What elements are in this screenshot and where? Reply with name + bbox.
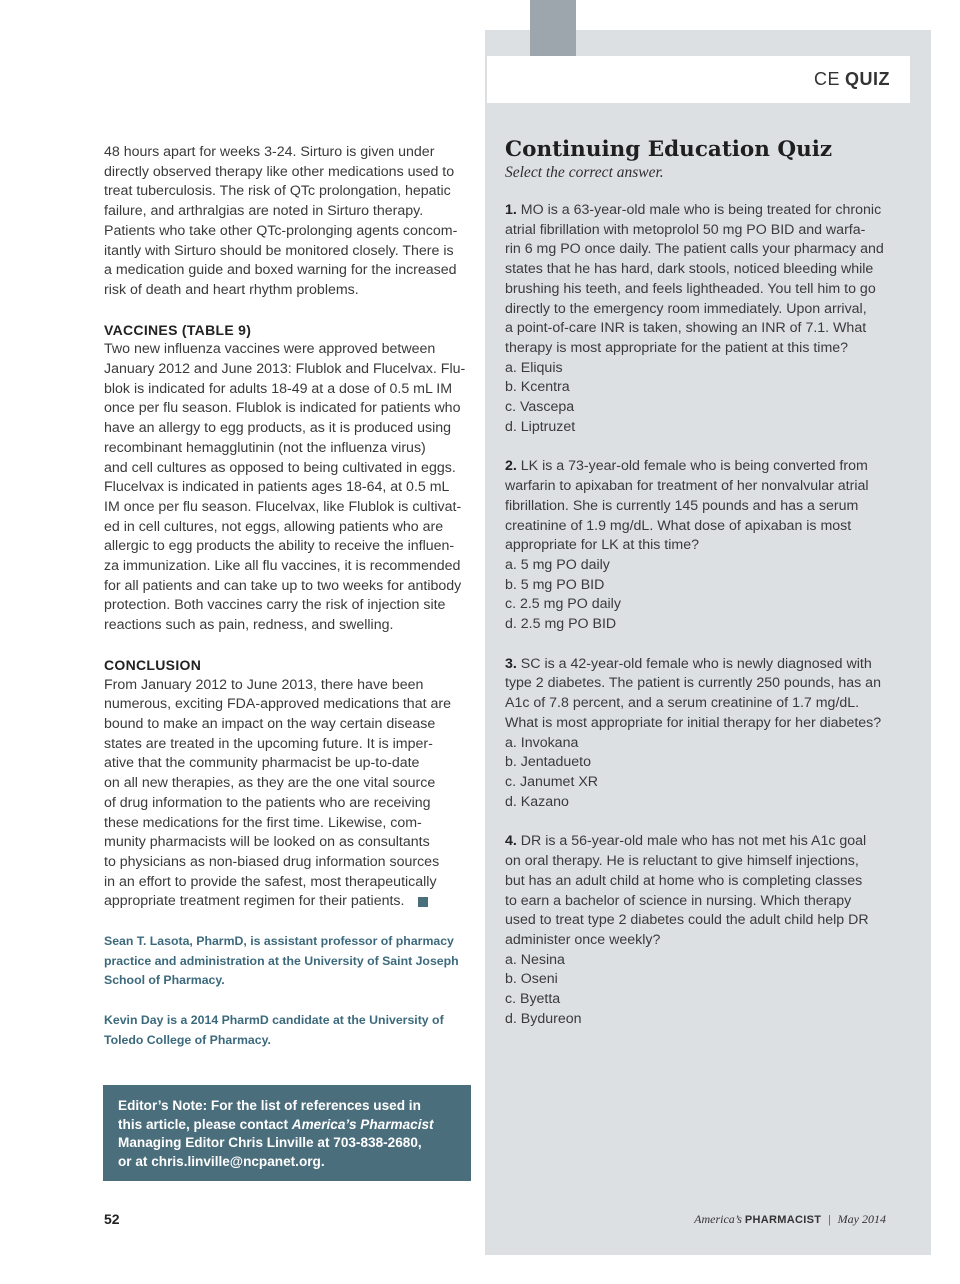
footer-separator: | (828, 1212, 831, 1226)
question-text: LK is a 73-year-old female who is being converted from (520, 458, 868, 475)
question-line: on oral therapy. He is reluctant to give himself injections, (505, 853, 859, 870)
text-line: January 2012 and June 2013: Flublok and Flucelvax. Flu- (104, 361, 466, 378)
question-line: rin 6 mg PO once daily. The patient calls your pharmacy and (505, 241, 884, 258)
text-line: ative that the community pharmacist be up-to-date (104, 755, 420, 772)
bio-line: practice and administration at the University of Saint Joseph (104, 953, 459, 968)
text-line: Flucelvax is indicated in patients ages 18-64, at 0.5 mL (104, 479, 450, 496)
text-line: IM once per flu season. Flucelvax, like Flublok is cultivat- (104, 498, 462, 515)
question-line: therapy is most appropriate for the patient at this time? (505, 339, 849, 356)
text-line: blok is indicated for adults 18-49 at a dose of 0.5 mL IM (104, 380, 453, 397)
text-line: Patients who take other QTc-prolonging agents concom- (104, 222, 458, 239)
bio-line: School of Pharmacy. (104, 973, 225, 988)
text-line: recombinant hemagglutinin (not the influenza virus) (104, 439, 426, 456)
text-line: in an effort to provide the safest, most therapeutically (104, 873, 437, 890)
quiz-title: Continuing Education Quiz (505, 137, 833, 162)
article-column (104, 143, 472, 1051)
question-line: creatinine of 1.9 mg/dL. What dose of apixaban is most (505, 517, 852, 534)
text-line: these medications for the first time. Likewise, com- (104, 814, 422, 831)
question-number: 3. (505, 655, 517, 672)
section-header-ce: CE (813, 69, 840, 89)
text-line: on all new therapies, as they are the one vital source (104, 775, 436, 792)
answer-option: d. 2.5 mg PO BID (505, 616, 617, 633)
text-line: allergic to egg products the ability to receive the influen- (104, 538, 455, 555)
question-line: directly to the emergency room immediately. Upon arrival, (505, 300, 867, 317)
quiz-question-3 (505, 655, 905, 813)
question-line: to earn a bachelor of science in nursing. Which therapy (505, 892, 852, 909)
text-line: 48 hours apart for weeks 3-24. Sirturo is given under (104, 144, 435, 160)
editor-note-line (118, 1116, 457, 1135)
question-line: used to treat type 2 diabetes could the adult child help DR (505, 912, 869, 929)
text-line: and cell cultures as opposed to being cultivated in eggs. (104, 459, 456, 476)
question-number: 4. (505, 833, 517, 850)
editor-note-line: Editor’s Note: For the list of references used in (118, 1098, 421, 1113)
text-line: za immunization. Like all flu vaccines, it is recommended (104, 558, 461, 575)
question-number: 2. (505, 458, 517, 475)
question-line: appropriate for LK at this time? (505, 537, 699, 554)
text-line-content: appropriate treatment regimen for their patients. (104, 893, 405, 910)
question-line: brushing his teeth, and feels lightheaded. You tell him to go (505, 280, 876, 297)
answer-option: a. Nesina (505, 951, 565, 968)
quiz-question-1 (505, 201, 905, 437)
question-line: A1c of 7.8 percent, and a serum creatinine of 1.7 mg/dL. (505, 695, 860, 712)
answer-option: d. Kazano (505, 793, 569, 810)
text-line: protection. Both vaccines carry the risk of injection site (104, 597, 446, 614)
magazine-name-bold: PHARMACIST (744, 1214, 822, 1226)
text-line: states are treated in the upcoming future. It is imper- (104, 735, 433, 752)
answer-option: a. Eliquis (505, 359, 563, 376)
author-bio-lasota (104, 932, 472, 991)
question-line: but has an adult child at home who is completing classes (505, 872, 863, 889)
question-line (505, 201, 905, 221)
answer-option: c. Janumet XR (505, 773, 599, 790)
answer-option: d. Bydureon (505, 1010, 582, 1027)
page-number: 52 (104, 1211, 120, 1227)
issue-date: May 2014 (837, 1212, 886, 1226)
answer-option: b. Oseni (505, 971, 558, 988)
vaccines-paragraph (104, 340, 472, 636)
question-text: DR is a 56-year-old male who has not met his A1c goal (520, 833, 867, 850)
intro-paragraph (104, 143, 472, 301)
quiz-subtitle: Select the correct answer. (505, 164, 664, 181)
editors-note-box (103, 1085, 471, 1181)
question-line: administer once weekly? (505, 931, 661, 948)
editor-note-line: or at chris.linville@ncpanet.org. (118, 1153, 325, 1169)
editor-note-text: this article, please contact (118, 1116, 292, 1132)
quiz-question-4 (505, 832, 905, 1029)
conclusion-paragraph (104, 676, 472, 912)
end-of-article-square-icon (418, 897, 428, 907)
quiz-question-2 (505, 457, 905, 634)
text-line: failure, and arthralgias are noted in Sirturo therapy. (104, 203, 424, 220)
question-text: MO is a 63-year-old male who is being treated for chronic (520, 202, 882, 218)
text-line: munity pharmacists will be looked on as consultants (104, 834, 430, 851)
question-line (505, 457, 905, 477)
text-line: reactions such as pain, redness, and swelling. (104, 617, 394, 634)
vaccines-heading: VACCINES (TABLE 9) (104, 321, 252, 338)
text-line: a medication guide and boxed warning for the increased (104, 262, 457, 279)
question-line (505, 832, 905, 852)
answer-option: c. Vascepa (505, 399, 575, 416)
text-line: ed in cell cultures, not eggs, allowing patients who are (104, 518, 444, 535)
text-line: treat tuberculosis. The risk of QTc prolongation, hepatic (104, 183, 451, 200)
section-tab-accent (530, 0, 576, 56)
text-line: bound to make an impact on the way certain disease (104, 715, 436, 732)
answer-option: d. Liptruzet (505, 418, 576, 435)
answer-option: b. 5 mg PO BID (505, 576, 605, 593)
text-line: Two new influenza vaccines were approved between (104, 341, 436, 358)
bio-line: Kevin Day is a 2014 PharmD candidate at the University of (104, 1013, 444, 1028)
answer-option: c. Byetta (505, 991, 561, 1008)
answer-option: a. 5 mg PO daily (505, 556, 610, 573)
section-header-quiz: QUIZ (845, 69, 890, 89)
magazine-name: America’s Pharmacist (291, 1116, 434, 1132)
quiz-column (505, 136, 905, 1029)
question-line: a point-of-care INR is taken, showing an INR of 7.1. What (505, 320, 867, 337)
author-bio-day (104, 1011, 472, 1050)
question-line: type 2 diabetes. The patient is currently 250 pounds, has an (505, 675, 881, 692)
text-line: risk of death and heart rhythm problems. (104, 281, 359, 298)
answer-option: b. Kcentra (505, 379, 570, 396)
text-line: numerous, exciting FDA-approved medications that are (104, 696, 451, 713)
text-line: once per flu season. Flublok is indicated for patients who (104, 400, 461, 417)
conclusion-heading: CONCLUSION (104, 656, 202, 673)
question-number: 1. (505, 202, 517, 218)
text-line (104, 892, 472, 912)
text-line: itantly with Sirturo should be monitored closely. There is (104, 242, 454, 259)
text-line: directly observed therapy like other medications used to (104, 163, 455, 180)
section-header (487, 56, 910, 103)
editor-note-line: Managing Editor Chris Linville at 703-838-2680, (118, 1135, 422, 1150)
question-line (505, 655, 905, 675)
answer-option: a. Invokana (505, 734, 579, 751)
question-line: fibrillation. She is currently 145 pounds and has a serum (505, 497, 859, 514)
answer-option: c. 2.5 mg PO daily (505, 596, 621, 613)
answer-option: b. Jentadueto (505, 754, 591, 771)
question-line: What is most appropriate for initial therapy for her diabetes? (505, 714, 882, 731)
text-line: From January 2012 to June 2013, there have been (104, 676, 424, 693)
magazine-footer (694, 1212, 886, 1227)
text-line: to physicians as non-biased drug information sources (104, 853, 440, 870)
question-line: states that he has hard, dark stools, noticed bleeding while (505, 261, 874, 278)
question-line: atrial fibrillation with metoprolol 50 mg PO BID and warfa- (505, 221, 866, 238)
question-text: SC is a 42-year-old female who is newly diagnosed with (520, 655, 872, 672)
text-line: for all patients and can take up to two weeks for antibody (104, 577, 462, 594)
question-line: warfarin to apixaban for treatment of her nonvalvular atrial (505, 478, 869, 495)
text-line: have an allergy to egg products, as it is produced using (104, 420, 452, 437)
text-line: of drug information to the patients who are receiving (104, 794, 431, 811)
bio-line: Sean T. Lasota, PharmD, is assistant professor of pharmacy (104, 934, 454, 949)
bio-line: Toledo College of Pharmacy. (104, 1032, 271, 1047)
magazine-name-italic: America’s (694, 1212, 742, 1226)
